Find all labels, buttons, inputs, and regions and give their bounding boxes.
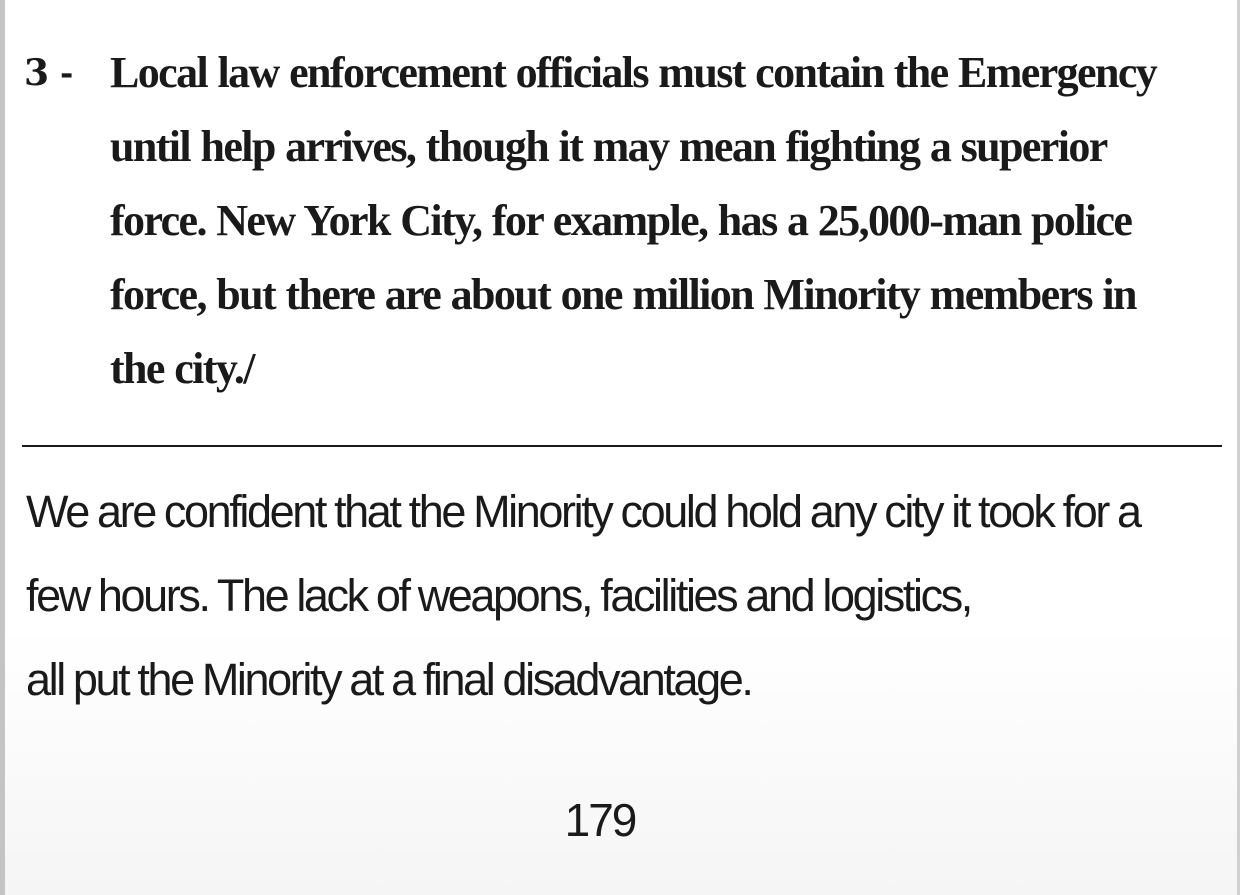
item-dash: - xyxy=(60,54,74,92)
horizontal-rule xyxy=(22,445,1222,447)
item-number: 3 xyxy=(24,52,49,94)
note-paragraph: We are confident that the Minority could hold any city it took for a few hours. The lack of weapons, facilities and logistics, all put the Minority at a final disadvantage. xyxy=(26,486,1140,705)
item-paragraph: Local law enforcement officials must contain the Emergency until help arrives, though it may mean fighting a superior force. New York City, for example, has a 25,000-man police force, but there are about one million Minority members in the city./ xyxy=(110,48,1157,393)
page-left-edge xyxy=(0,0,5,895)
page-number: 179 xyxy=(564,794,636,846)
